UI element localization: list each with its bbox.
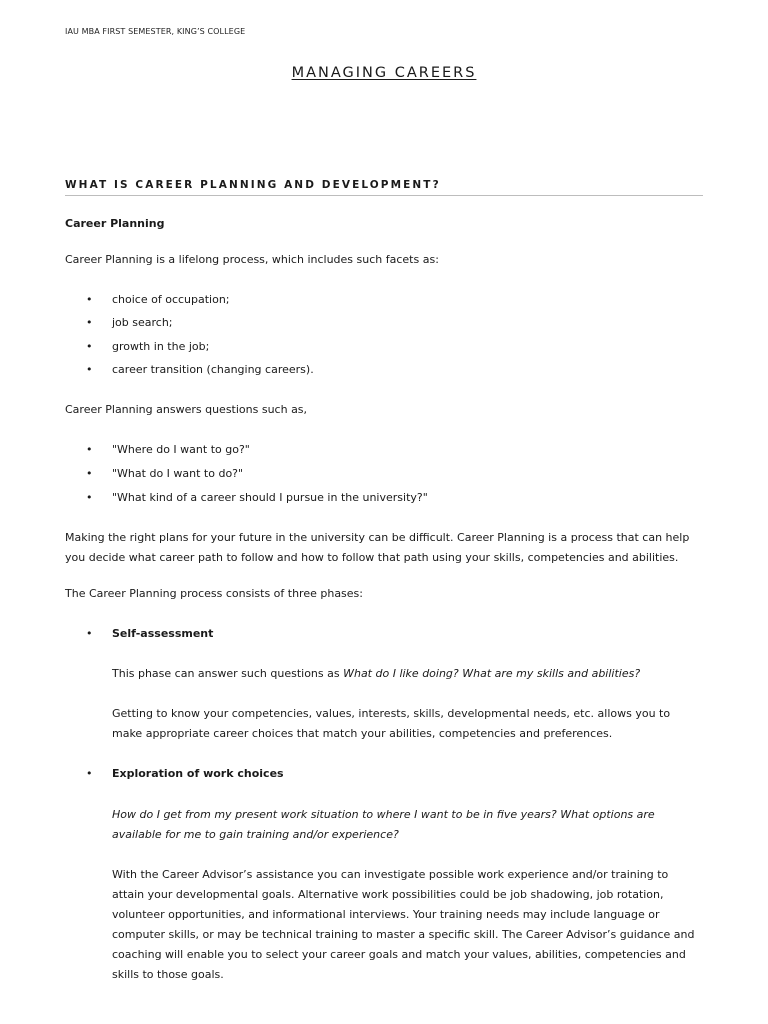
paragraph-line: make appropriate career choices that match your abilities, competencies and preferences. <box>112 727 613 740</box>
phase-question-italic: How do I get from my present work situation to where I want to be in five years? What options are <box>112 808 655 821</box>
phases-intro: The Career Planning process consists of three phases: <box>65 587 363 600</box>
paragraph-line: Getting to know your competencies, values, interests, skills, developmental needs, etc. allows you to <box>112 707 671 720</box>
bullet-icon: • <box>86 767 93 780</box>
document-title-text: MANAGING CAREERS <box>291 65 477 81</box>
phase-question <box>112 664 640 684</box>
list-item: "Where do I want to go?" <box>112 443 250 456</box>
bullet-icon: • <box>86 316 93 329</box>
section-divider <box>65 195 703 196</box>
bullet-icon: • <box>86 443 93 456</box>
list-item: "What do I want to do?" <box>112 467 244 480</box>
list-item: career transition (changing careers). <box>112 363 314 376</box>
phase-question-italic: available for me to gain training and/or experience? <box>112 828 399 841</box>
intro-paragraph: Career Planning is a lifelong process, which includes such facets as: <box>65 253 439 266</box>
paragraph-line: computer skills, or may be technical training to master a specific skill. The Career Advisor’s guidance and <box>112 928 695 941</box>
list-item: growth in the job; <box>112 340 210 353</box>
bullet-icon: • <box>86 467 93 480</box>
phase-question-italic: What do I like doing? What are my skills and abilities? <box>343 667 641 680</box>
bullet-icon: • <box>86 340 93 353</box>
section-heading: WHAT IS CAREER PLANNING AND DEVELOPMENT? <box>65 179 441 191</box>
list-item: "What kind of a career should I pursue in the university?" <box>112 491 428 504</box>
paragraph-line: Making the right plans for your future in the university can be difficult. Career Planning is a process that can help <box>65 531 690 544</box>
bullet-icon: • <box>86 363 93 376</box>
paragraph-line: coaching will enable you to select your career goals and match your values, abilities, competencies and <box>112 948 686 961</box>
subheading-career-planning: Career Planning <box>65 217 165 230</box>
running-header: IAU MBA FIRST SEMESTER, KING’S COLLEGE <box>65 27 246 36</box>
phase-title-exploration: Exploration of work choices <box>112 767 284 780</box>
questions-intro: Career Planning answers questions such as, <box>65 403 308 416</box>
paragraph-line: volunteer opportunities, and informational interviews. Your training needs may include language or <box>112 908 660 921</box>
list-item: job search; <box>112 316 173 329</box>
paragraph-line: skills to those goals. <box>112 968 224 981</box>
bullet-icon: • <box>86 491 93 504</box>
document-title <box>0 65 768 81</box>
bullet-icon: • <box>86 627 93 640</box>
paragraph-line: With the Career Advisor’s assistance you can investigate possible work experience and/or training to <box>112 868 669 881</box>
bullet-icon: • <box>86 293 93 306</box>
phase-title-self-assessment: Self-assessment <box>112 627 214 640</box>
paragraph-line: you decide what career path to follow and how to follow that path using your skills, competencies and abilities. <box>65 551 679 564</box>
paragraph-line: attain your developmental goals. Alternative work possibilities could be job shadowing, job rotation, <box>112 888 664 901</box>
phase-question-prefix: This phase can answer such questions as <box>112 667 344 680</box>
list-item: choice of occupation; <box>112 293 230 306</box>
